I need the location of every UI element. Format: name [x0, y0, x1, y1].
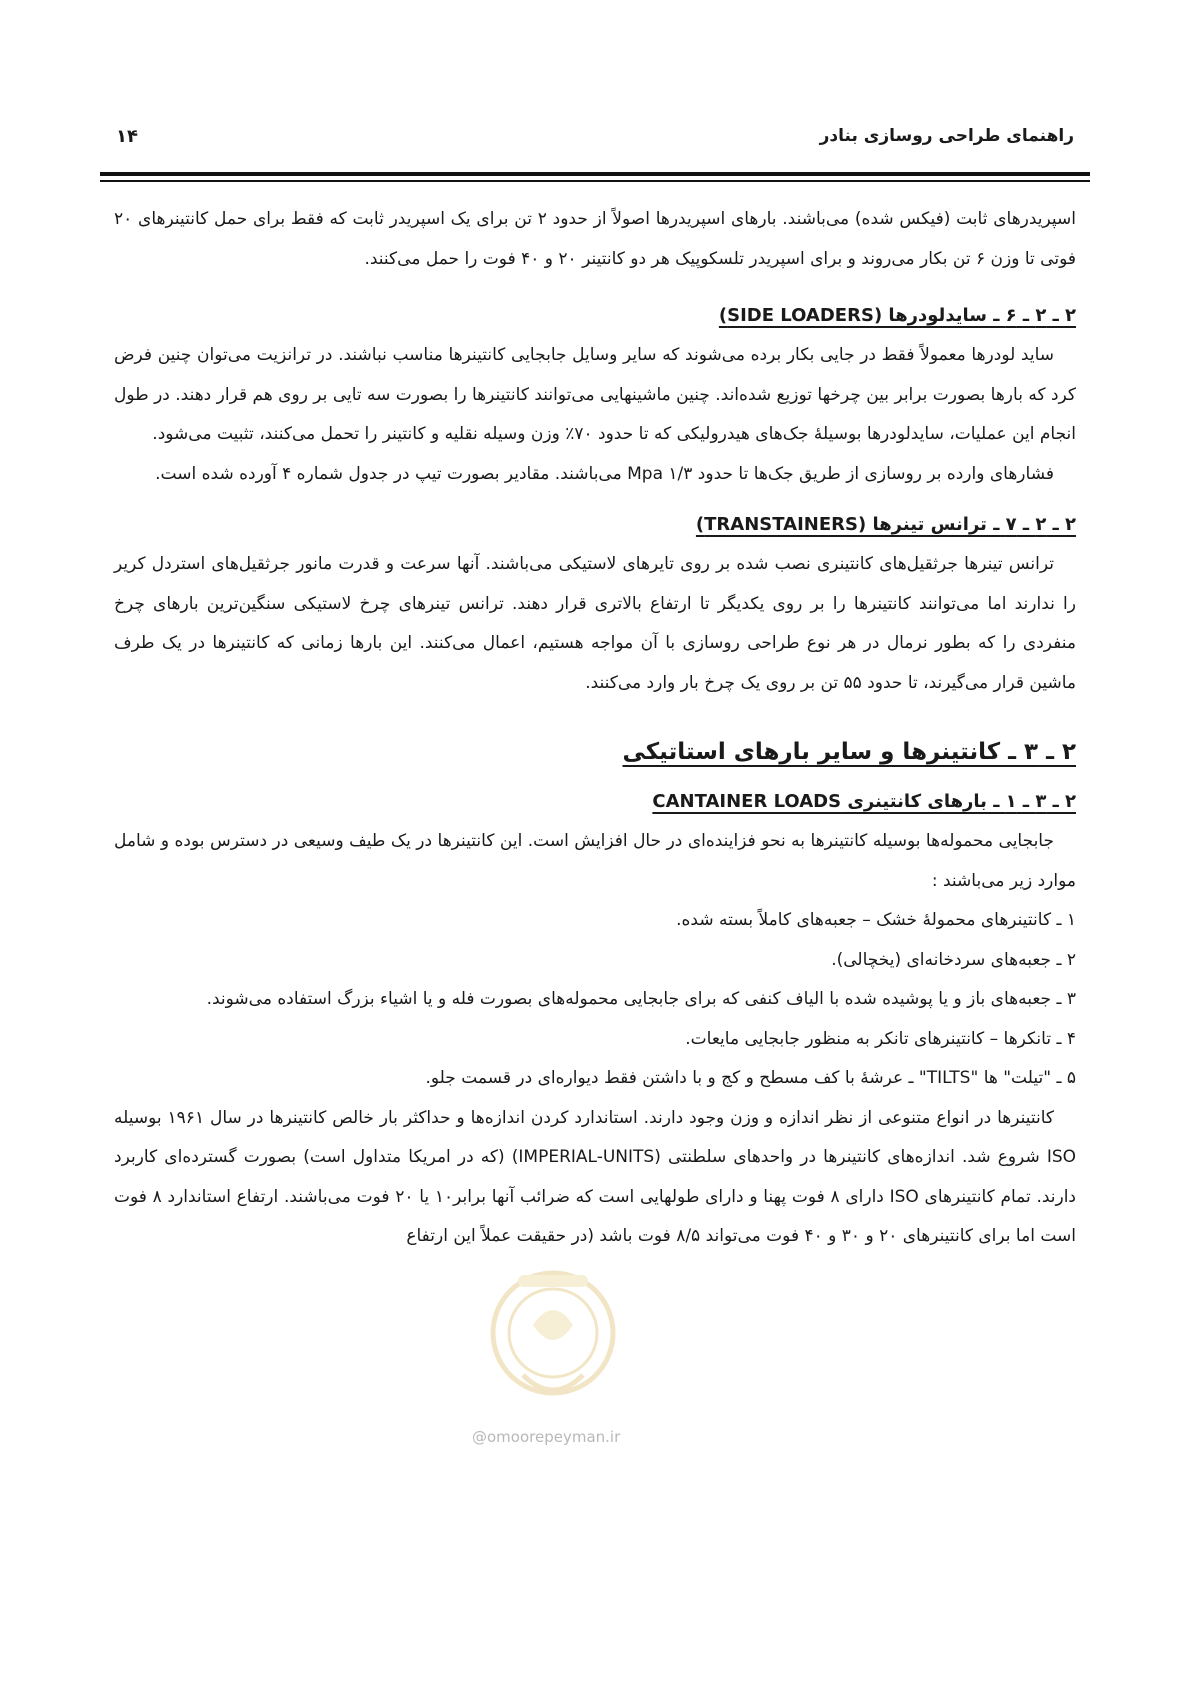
side-loaders-paragraph-2	[114, 455, 1076, 495]
container-loads-paragraph-1	[114, 822, 1076, 901]
heading-containers-static-loads: ۲ ـ ۳ ـ کانتینرها و سایر بارهای استاتیکی	[622, 739, 1076, 765]
page-number: ۱۴	[116, 126, 138, 147]
transtainers-text: ترانس تینرها جرثقیل‌های کانتینری نصب شده بر روی تایرهای لاستیکی می‌باشند. آنها سرعت و قدرت مانور جرثقیل‌های استردل کریر را ندارند اما می‌توانند کانتینرها را بر روی یکدیگر تا ارتفاع بالاتری قرار دهند. ترانس تینرهای چرخ لاستیکی سنگین‌ترین بارهای چرخ منفردی را که بطور نرمال در هر نوع طراحی روسازی با آن مواجه هستیم، اعمال می‌کنند. این بارها زمانی که کانتینرها در یک طرف ماشین قرار می‌گیرند، تا حدود ۵۵ تن بر روی یک چرخ بار وارد می‌کنند.	[114, 554, 1076, 693]
list-item: ۵ ـ "تیلت" ها "TILTS" ـ عرشهٔ با کف مسطح و کج و با داشتن فقط دیواره‌ای در قسمت جلو.	[425, 1068, 1076, 1088]
running-title: راهنمای طراحی روسازی بنادر	[819, 126, 1074, 146]
watermark-text: @omoorepeyman.ir	[472, 1428, 621, 1446]
list-item: ۱ ـ کانتینرهای محمولهٔ خشک – جعبه‌های کاملاً بسته شده.	[676, 910, 1076, 930]
container-loads-text-1: جابجایی محموله‌ها بوسیله کانتینرها به نحو فزاینده‌ای در حال افزایش است. این کانتینرها در یک طیف وسیعی در دسترس بوده و شامل موارد زیر می‌باشند :	[114, 831, 1076, 891]
container-loads-paragraph-2	[114, 1099, 1076, 1257]
watermark-logo	[478, 1255, 628, 1425]
body-content	[114, 200, 1076, 1257]
header-rule-thin	[100, 180, 1090, 182]
side-loaders-text-2: فشارهای وارده بر روسازی از طریق جک‌ها تا حدود Mpa ۱/۳ می‌باشند. مقادیر بصورت تیپ در جدول شماره ۴ آورده شده است.	[155, 463, 1054, 484]
page-header	[116, 124, 1074, 154]
container-loads-text-2: کانتینرها در انواع متنوعی از نظر اندازه و وزن وجود دارند. استاندارد کردن اندازه‌ها و حداکثر بار خالص کانتینرها در سال ۱۹۶۱ بوسیله ISO شروع شد. اندازه‌های کانتینرها در واحدهای سلطنتی (IMPERIAL-UNITS) (که در امریکا متداول است) بصورت گسترده‌ای کاربرد دارند. تمام کانتینرهای ISO دارای ۸ فوت پهنا و دارای طولهایی است که ضرائب آنها برابر۱۰ یا ۲۰ فوت می‌باشند. ارتفاع استاندارد ۸ فوت است اما برای کانتینرهای ۲۰ و ۳۰ و ۴۰ فوت می‌تواند ۸/۵ فوت باشد (در حقیقت عملاً این ارتفاع	[114, 1107, 1077, 1246]
heading-transtainers: ۲ ـ ۲ ـ ۷ ـ ترانس تینرها (TRANSTAINERS)	[695, 514, 1076, 535]
list-item: ۲ ـ جعبه‌های سردخانه‌ای (یخچالی).	[831, 949, 1076, 970]
heading-side-loaders: ۲ ـ ۲ ـ ۶ ـ سایدلودرها (SIDE LOADERS)	[718, 305, 1076, 326]
list-item: ۴ ـ تانکرها – کانتینرهای تانکر به منظور جابجایی مایعات.	[685, 1028, 1076, 1049]
side-loaders-text-1: ساید لودرها معمولاً فقط در جایی بکار برده می‌شوند که سایر وسایل جابجایی کانتینرها مناسب نباشند. در ترانزیت می‌توان چنین فرض کرد که بارها بصورت برابر بین چرخها توزیع شده‌اند. چنین ماشینهایی می‌توانند کانتینرها را بصورت سه تایی بر روی هم قرار دهند. در طول انجام این عملیات، سایدلودرها بوسیلهٔ جک‌های هیدرولیکی که تا حدود ۷۰٪ وزن وسیله نقلیه و کانتینر را تحمل می‌کنند، تثبیت می‌شود.	[114, 345, 1076, 444]
intro-paragraph: اسپریدرهای ثابت (فیکس شده) می‌باشند. بارهای اسپریدرها اصولاً از حدود ۲ تن برای یک اسپریدر ثابت که فقط برای حمل کانتینرهای ۲۰ فوتی تا وزن ۶ تن بکار می‌روند و برای اسپریدر تلسکوپیک هر دو کانتینر ۲۰ و ۴۰ فوت را حمل می‌کنند.	[114, 209, 1076, 269]
header-rule-thick	[100, 172, 1090, 176]
side-loaders-paragraph-1	[114, 336, 1076, 455]
transtainers-paragraph	[114, 545, 1076, 703]
container-types-list	[114, 901, 1076, 1099]
list-item: ۳ ـ جعبه‌های باز و یا پوشیده شده با الیاف کنفی که برای جابجایی محموله‌های بصورت فله و یا اشیاء بزرگ استفاده می‌شوند.	[206, 989, 1076, 1009]
heading-container-loads: ۲ ـ ۳ ـ ۱ ـ بارهای کانتینری CANTAINER LOADS	[652, 791, 1076, 812]
